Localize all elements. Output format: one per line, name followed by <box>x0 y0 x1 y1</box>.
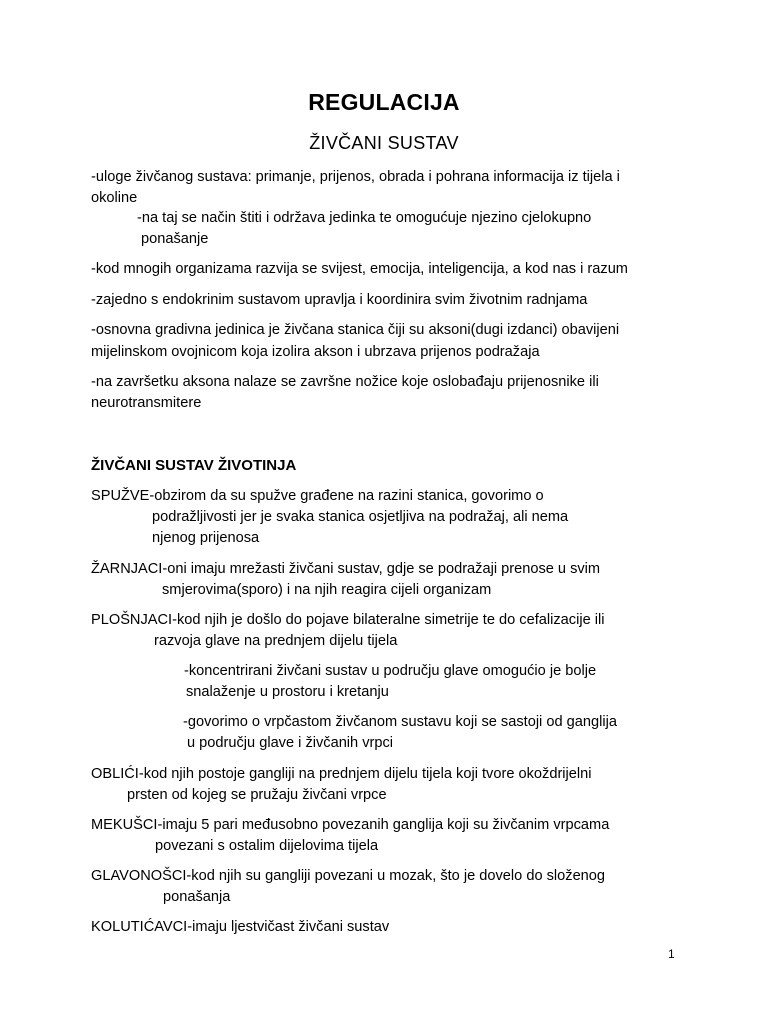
paragraph-line: razvoja glave na prednjem dijelu tijela <box>154 633 398 649</box>
paragraph-line: mijelinskom ovojnicom koja izolira akson i ubrzava prijenos podražaja <box>91 344 540 360</box>
paragraph-line: -na završetku aksona nalaze se završne nožice koje oslobađaju prijenosnike ili <box>91 374 599 390</box>
paragraph-line: ponašanja <box>163 889 231 905</box>
paragraph-line: ponašanje <box>141 231 209 247</box>
paragraph-line: u području glave i živčanih vrpci <box>187 735 394 751</box>
paragraph-line: -uloge živčanog sustava: primanje, prijenos, obrada i pohrana informacija iz tijela i <box>91 169 620 185</box>
paragraph-line: PLOŠNJACI-kod njih je došlo do pojave bilateralne simetrije te do cefalizacije ili <box>91 612 605 628</box>
paragraph-line: smjerovima(sporo) i na njih reagira cijeli organizam <box>162 582 492 598</box>
paragraph-line: -koncentrirani živčani sustav u području glave omogućio je bolje <box>184 663 597 679</box>
paragraph-line: neurotransmitere <box>91 395 202 411</box>
page-title: REGULACIJA <box>308 89 460 115</box>
paragraph-line: ŽARNJACI-oni imaju mrežasti živčani sustav, gdje se podražaji prenose u svim <box>91 561 601 577</box>
paragraph-line: povezani s ostalim dijelovima tijela <box>155 838 379 854</box>
paragraph-line: SPUŽVE-obzirom da su spužve građene na razini stanica, govorimo o <box>91 488 544 504</box>
paragraph-line: snalaženje u prostoru i kretanju <box>186 684 389 700</box>
paragraph-line: njenog prijenosa <box>152 530 260 546</box>
paragraph-line: prsten od kojeg se pružaju živčani vrpce <box>127 787 387 803</box>
paragraph-line: MEKUŠCI-imaju 5 pari međusobno povezanih ganglija koji su živčanim vrpcama <box>91 817 610 833</box>
paragraph-line: -na taj se način štiti i održava jedinka te omogućuje njezino cjelokupno <box>137 210 592 226</box>
paragraph-line: KOLUTIĆAVCI-imaju ljestvičast živčani sustav <box>91 919 390 935</box>
paragraph-line: -govorimo o vrpčastom živčanom sustavu koji se sastoji od ganglija <box>183 714 617 730</box>
paragraph-line: -osnovna gradivna jedinica je živčana stanica čiji su aksoni(dugi izdanci) obavijeni <box>91 322 620 338</box>
section-heading-animals: ŽIVČANI SUSTAV ŽIVOTINJA <box>91 457 297 474</box>
paragraph-line: GLAVONOŠCI-kod njih su gangliji povezani u mozak, što je dovelo do složenog <box>91 868 606 884</box>
section-heading-nervous-system: ŽIVČANI SUSTAV <box>309 133 459 153</box>
paragraph-line: -zajedno s endokrinim sustavom upravlja i koordinira svim životnim radnjama <box>91 292 588 308</box>
page-number: 1 <box>668 947 675 961</box>
paragraph-line: OBLIĆI-kod njih postoje gangliji na prednjem dijelu tijela koji tvore okoždrijelni <box>91 766 592 782</box>
paragraph-line: -kod mnogih organizama razvija se svijest, emocija, inteligencija, a kod nas i razum <box>91 261 628 277</box>
paragraph-line: podražljivosti jer je svaka stanica osjetljiva na podražaj, ali nema <box>152 509 569 525</box>
paragraph-line: okoline <box>91 190 138 206</box>
